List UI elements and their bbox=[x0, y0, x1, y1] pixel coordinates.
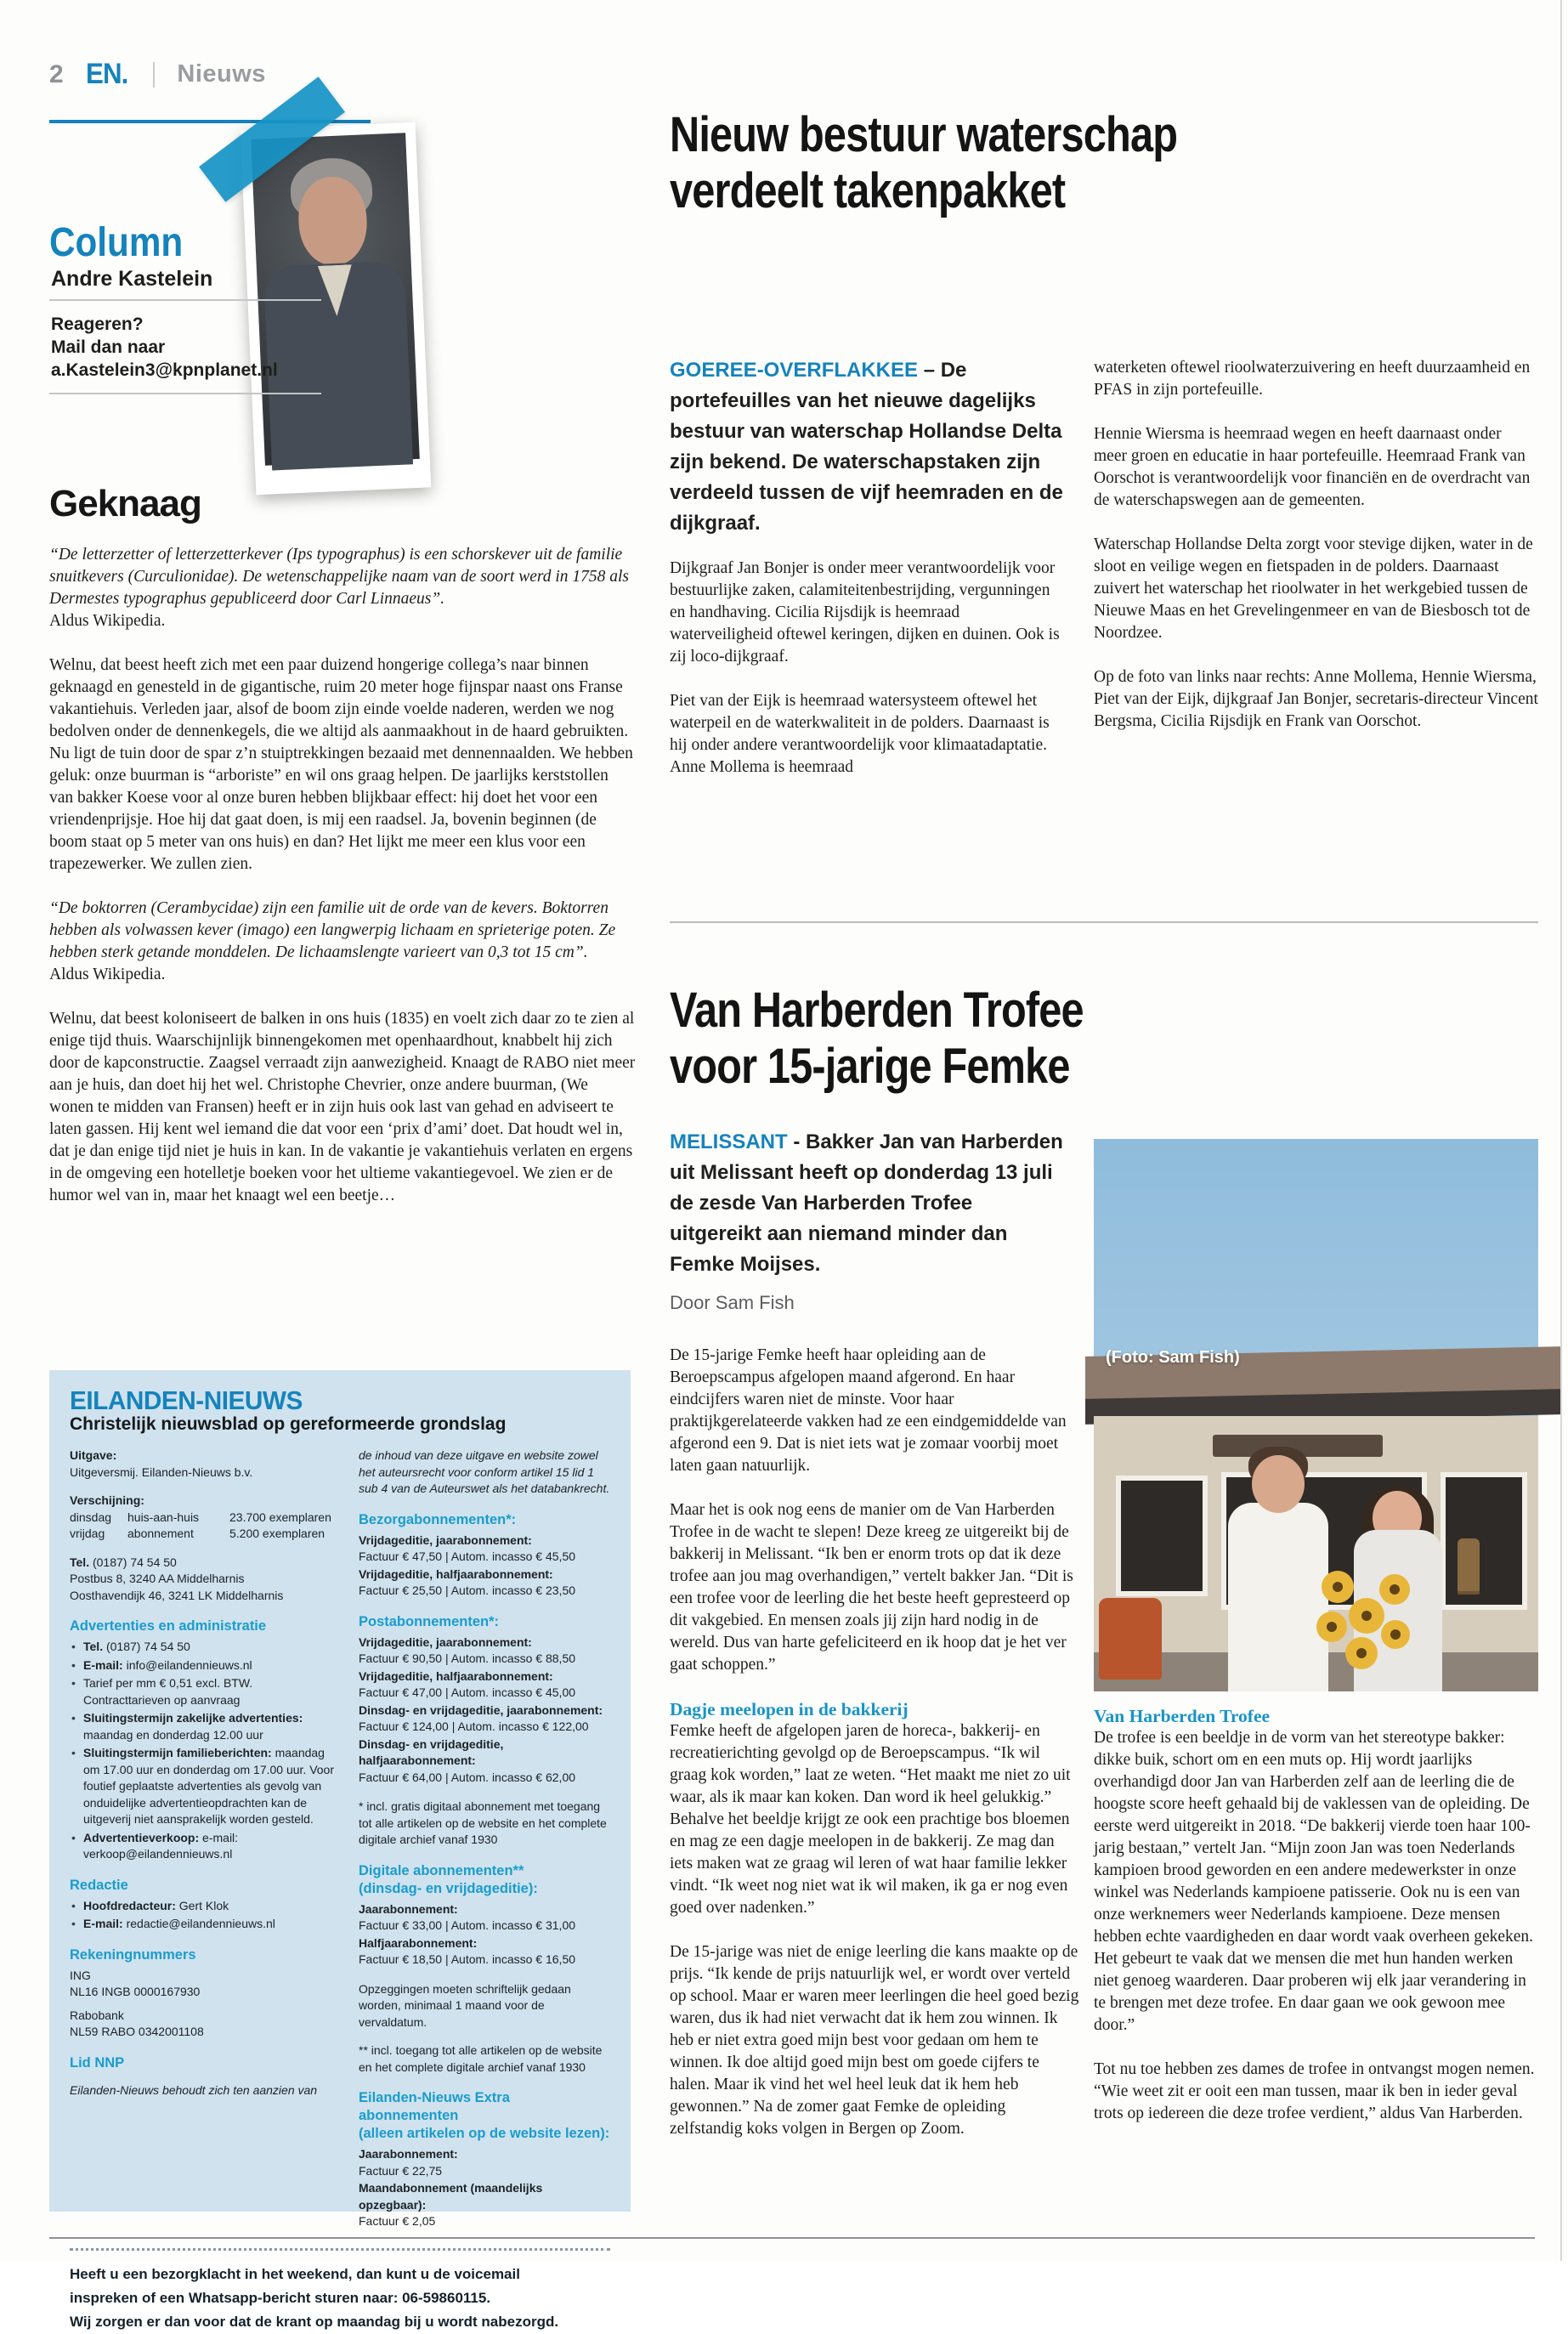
subscription-entry: Vrijdageditie, jaarabonnement: Factuur € 90,50 | Autom. incasso € 88,50 bbox=[359, 1634, 576, 1665]
list-item: • Hoofdredacteur: Gert Klok bbox=[70, 1898, 337, 1915]
bank-iban: NL16 INGB 0000167930 bbox=[70, 1985, 201, 1998]
sunflower bbox=[1349, 1598, 1384, 1634]
body-paragraph: waterketen oftewel rioolwaterzuivering en heeft duurzaamheid en PFAS in zijn portefeuille. bbox=[1094, 359, 1531, 399]
colofon-left-column bbox=[70, 1447, 337, 2231]
redactie-list bbox=[70, 1898, 337, 1933]
quote-source: Aldus Wikipedia. bbox=[49, 612, 166, 630]
baker-figure bbox=[1228, 1503, 1328, 1691]
subscription-entry: Maandabonnement (maandelijks opzegbaar): Factuur € 2,05 bbox=[359, 2181, 543, 2228]
body-paragraph: Dijkgraaf Jan Bonjer is onder meer verantwoordelijk voor bestuurlijke zaken, calamiteitenbestrijding, vergunningen en handhaving. Cicilia Rijsdijk is heemraad waterveiligheid oftewel keringen, dijken en duinen. Ook is zij loco-dijkgraaf. bbox=[670, 559, 1060, 666]
subscription-entry: Jaarabonnement: Factuur € 22,75 bbox=[359, 2147, 458, 2178]
telephone-line: Tel. (0187) 74 54 50 bbox=[70, 1555, 177, 1569]
bank-name: ING bbox=[70, 1968, 91, 1982]
address-line: Oosthavendijk 46, 3241 LK Middelharnis bbox=[70, 1588, 284, 1602]
femke-lead: MELISSANT - Bakker Jan van Harberden uit Melissant heeft op donderdag 13 juli de zesde Van Harberden Trofee uitgereikt aan niemand minder dan Femke Moijses. bbox=[670, 1130, 1063, 1276]
list-item: • E-mail: info@eilandennieuws.nl bbox=[70, 1657, 337, 1674]
bezorgklacht-notice: Heeft u een bezorgklacht in het weekend, dan kunt u de voicemail inspreken of een Whatsapp-bericht sturen naar: 06-59860115. Wij zorgen er dan voor dat de krant op maandag bij u wordt nabezorgd. bbox=[70, 2265, 559, 2330]
page-bottom-rule bbox=[49, 2237, 1535, 2239]
quote-source: Aldus Wikipedia. bbox=[49, 966, 166, 983]
digitaal-heading: Digitale abonnementen** bbox=[359, 1862, 524, 1878]
column-label: Column bbox=[49, 220, 184, 265]
quote-paragraph: “De letterzetter of letterzetterkever (Ips typographus) is een schorskever uit de familie snuitkevers (Curculionidae). De wetenschappelijke naam van de soort werd in 1758 als Dermestes typographus gepubliceerd door Carl Linnaeus”. bbox=[49, 546, 630, 608]
dateline: GOEREE-OVERFLAKKEE bbox=[670, 359, 919, 382]
colofon-subtitle: Christelijk nieuwsblad op gereformeerde grondslag bbox=[70, 1413, 507, 1434]
sunflower bbox=[1379, 1574, 1410, 1605]
dotted-divider bbox=[70, 2248, 610, 2251]
bezorg-heading: Bezorgabonnementen*: bbox=[359, 1511, 517, 1527]
list-item: • Tarief per mm € 0,51 excl. BTW. Contracttarieven op aanvraag bbox=[70, 1675, 337, 1708]
advertenties-list bbox=[70, 1639, 337, 1863]
columnist-photo bbox=[241, 122, 432, 496]
page-header bbox=[49, 58, 266, 91]
opzeggingen-note: Opzeggingen moeten schriftelijk gedaan worden, minimaal 1 maand voor de vervaldatum. bbox=[359, 1981, 571, 2029]
digitaal-heading-2: (dinsdag- en vrijdageditie): bbox=[359, 1880, 538, 1896]
body-paragraph: Femke heeft de afgelopen jaren de horeca-, bakkerij- en recreatierichting gevolgd op de Beroepscampus. “Ik wil graag kok worden,” laat ze weten. “Het maakt me niet zo uit waar, als ik maar kan koken. Dan word ik heel gelukkig.” Behalve het beeldje krijgt ze ook een prachtige bos bloemen en mag ze een dagje meelopen in de bakkerij. Ze mag dan iets maken wat ze graag wil leren of wat haar familie lekker vindt. “Ik weet nog niet wat ik wil maken, ik ga er nog even goed over nadenken.” bbox=[670, 1722, 1071, 1917]
trophy bbox=[1458, 1538, 1480, 1591]
columnist-contact bbox=[51, 313, 278, 382]
list-item: • Advertentieverkoop: e-mail: verkoop@eilandennieuws.nl bbox=[70, 1830, 337, 1863]
body-paragraph: Hennie Wiersma is heemraad wegen en heeft daarnaast onder meer groen en educatie in haar portefeuille. Heemraad Frank van Oorschot is verantwoordelijk voor financiën en de overdracht van de waterschapswegen aan de gemeenten. bbox=[1094, 425, 1531, 509]
contact-email: a.Kastelein3@kpnplanet.nl bbox=[51, 360, 278, 380]
column-article-title: Geknaag bbox=[49, 483, 201, 524]
contact-line: Mail dan naar bbox=[51, 337, 166, 357]
extra-heading: Eilanden-Nieuws Extra abonnementen bbox=[359, 2090, 510, 2123]
redactie-heading: Redactie bbox=[70, 1877, 128, 1893]
list-item: • Sluitingstermijn familieberichten: maandag om 17.00 uur en donderdag om 17.00 uur. Voor foutief geplaatste advertenties als gevolg van onduidelijke advertentieopdrachten kan de uitgeverij niet aansprakelijk worden gesteld. bbox=[70, 1745, 337, 1828]
subheading: Van Harberden Trofee bbox=[1094, 1706, 1271, 1726]
advertenties-heading: Advertenties en administratie bbox=[70, 1618, 267, 1634]
subscription-entry: Halfjaarabonnement: Factuur € 18,50 | Autom. incasso € 16,50 bbox=[359, 1935, 576, 1966]
waterschap-column-2 bbox=[1094, 357, 1538, 755]
uitgave-heading: Uitgave: bbox=[70, 1448, 117, 1462]
lid-nnp-heading: Lid NNP bbox=[70, 2054, 125, 2071]
footnote: * incl. gratis digitaal abonnement met toegang tot alle artikelen op de website en het complete digitale archief vanaf 1930 bbox=[359, 1799, 607, 1846]
body-paragraph: Welnu, dat beest koloniseert de balken in ons huis (1835) en voelt zich daar zo te zien al enige tijd thuis. Waarschijnlijk binnengekomen met openhaardhout, knabbelt hij zich door de kapconstructie. Zaagsel verraadt zijn aanwezigheid. Knaagt de RABO niet meer aan je huis, dan doet hij het wel. Christophe Chevrier, onze andere buurman, (We wonen te midden van Fransen) heeft er in zijn huis ook last van gehad en adviseert te laten gassen. Hij kent wel iemand die dat voor een ‘prix d’ami’ doet. Dat houdt wel in, dat je dan enige tijd niet je huis in kan. In de vakantie je vakantiehuis verlaten en ergens in de omgeving een hotelletje boeken voor het ultieme vakantiegevoel. We zien er de humor wel van in, maar het knaagt wel een beetje… bbox=[49, 1010, 636, 1204]
rekeningnummers-heading: Rekeningnummers bbox=[70, 1946, 196, 1963]
body-paragraph: Piet van der Eijk is heemraad watersysteem oftewel het waterpeil en de waterkwaliteit in de polders. Daarnaast is hij onder andere verantwoordelijk voor klimaatadaptatie. Anne Mollema is heemraad bbox=[670, 692, 1050, 776]
schedule-row: vrijdag abonnement 5.200 exemplaren bbox=[70, 1527, 325, 1540]
address-line: Postbus 8, 3240 AA Middelharnis bbox=[70, 1572, 245, 1585]
subscription-entry: Dinsdag- en vrijdageditie, jaarabonnement: Factuur € 124,00 | Autom. incasso € 122,00 bbox=[359, 1702, 603, 1733]
body-paragraph: Op de foto van links naar rechts: Anne Mollema, Hennie Wiersma, Piet van der Eijk, dijkgraaf Jan Bonjer, secretaris-directeur Vincent Bergsma, Cicilia Rijsdijk en Frank van Oorschot. bbox=[1094, 668, 1538, 730]
post-heading: Postabonnementen*: bbox=[359, 1613, 500, 1629]
body-paragraph: De 15-jarige was niet de enige leerling die kans maakte op de prijs. “Ik kende de prijs natuurlijk wel, er wordt over verteld op school. Maar er waren meer leerlingen die heel goed bezig waren, dus ik had niet verwacht dat ik hem zou winnen. Ik heb er niet extra goed mijn best voor gedaan om hem te winnen. Ik doe altijd goed mijn best om goede cijfers te halen. Maar ik vind het wel heel leuk dat ik hem heb gewonnen.” Na de zomer gaat Femke de opleiding zelfstandig koks volgen in Bergen op Zoom. bbox=[670, 1943, 1079, 2138]
page-number: 2 bbox=[49, 59, 64, 88]
header-divider bbox=[153, 62, 155, 88]
dateline: MELISSANT bbox=[670, 1130, 788, 1153]
body-paragraph: Tot nu toe hebben zes dames de trofee in ontvangst mogen nemen. “Wie weet zit er ooit een man tussen, maar ik ben in ieder geval trots op iedereen die deze trofee verdient,” aldus Van Harberden. bbox=[1094, 2060, 1535, 2122]
uitgave-value: Uitgeversmij. Eilanden-Nieuws b.v. bbox=[70, 1464, 253, 1479]
verschijning-heading: Verschijning: bbox=[70, 1493, 144, 1507]
photo-credit: (Foto: Sam Fish) bbox=[1106, 1348, 1240, 1367]
quote-paragraph: “De boktorren (Cerambycidae) zijn een familie uit de orde van de kevers. Boktorren hebben als volwassen kever (imago) een langwerpig lichaam en sprieterige poten. Ze hebben sterk getande monddelen. De lichaamslengte varieert van 0,3 tot 15 cm”. bbox=[49, 899, 616, 961]
sunflower bbox=[1322, 1571, 1354, 1603]
waterschap-headline: Nieuw bestuur waterschap verdeelt takenpakket bbox=[670, 107, 1178, 218]
body-paragraph: De trofee is een beeldje in de vorm van het stereotype bakker: dikke buik, schort om en een muts op. Hij wordt jaarlijks overhandigd door Jan van Harberden zelf aan de leerling die de hoogste score heeft gehaald bij de vaklessen van de opleiding. De eerste werd uitgereikt in 2018. “De bakkerij vierde toen haar 100-jarig bestaan,” vertelt Jan. “Mijn zoon Jan was toen Nederlands kampioen brood geworden en een andere medewerkster in onze winkel was Nederlands kampioene patisserie. Ook nu is een van onze werknemers weer Nederlands kampioene. Deze mensen hebben echte vaardigheden en daar wordt vaak overheen gekeken. Het gebeurt te vaak dat we mensen die met hun handen werken niet genoeg waarderen. Daar proberen wij elk jaar verandering in te brengen met deze trofee. En daar gaan we ook gewoon mee door.” bbox=[1094, 1729, 1534, 2034]
body-paragraph: Waterschap Hollandse Delta zorgt voor stevige dijken, water in de sloot en veilige wegen en fietspaden in de polders. Daarnaast zuivert het waterschap het rioolwater in het werkgebied tussen de Nieuwe Maas en het Grevelingenmeer en van de Biesbosch tot de Noordzee. bbox=[1094, 535, 1533, 642]
page-edge-line bbox=[1560, 0, 1562, 2261]
sunflower bbox=[1316, 1612, 1347, 1642]
column-article-body bbox=[49, 544, 636, 1229]
byline: Door Sam Fish bbox=[670, 1292, 795, 1313]
bank-iban: NL59 RABO 0342001108 bbox=[70, 2025, 204, 2038]
columnist-name: Andre Kastelein bbox=[51, 267, 213, 291]
body-paragraph: Welnu, dat beest heeft zich met een paar duizend hongerige collega’s naar binnen geknaagd en genesteld in de gigantische, ruim 20 meter hoge fijnspar naast ons Franse vakantiehuis. Verleden jaar, alsof de boom zijn einde voelde naderen, werden we nog bedolven onder de dennenkegels, die we altijd als aanmaakhout in de haard gebruikten. Nu ligt de tuin door de spar z’n stuiptrekkingen bezaaid met dennennaalden. We hebben geluk: onze buurman is “arboriste” en wil ons graag helpen. De jaarlijks kerststollen van bakker Koese voor al onze buren hebben blijkbaar effect: hij doet het voor een vriendenprijsje. Hoe hij dat gaat doen, is mij een raadsel. Ja, bovenin beginnen (de boom staat op 5 meter van ons huis) en dan? Het lijkt me meer een klus voor een trapezewerker. We zullen zien. bbox=[49, 656, 633, 873]
list-item: • Sluitingstermijn zakelijke advertenties: maandag en donderdag 12.00 uur bbox=[70, 1710, 337, 1743]
sunflower bbox=[1381, 1620, 1410, 1649]
waterschap-column-1 bbox=[670, 558, 1062, 801]
bank-name: Rabobank bbox=[70, 2008, 124, 2022]
subscription-entry: Vrijdageditie, jaarabonnement: Factuur € 47,50 | Autom. incasso € 45,50 bbox=[359, 1532, 576, 1563]
sunflower bbox=[1345, 1637, 1378, 1669]
extra-heading-2: (alleen artikelen op de website lezen): bbox=[359, 2126, 610, 2141]
subscription-entry: Vrijdageditie, halfjaarabonnement: Factuur € 47,00 | Autom. incasso € 45,00 bbox=[359, 1668, 576, 1699]
bakery-photo bbox=[1094, 1139, 1538, 1691]
rule bbox=[49, 299, 321, 301]
subscription-entry: Vrijdageditie, halfjaarabonnement: Factuur € 25,50 | Autom. incasso € 23,50 bbox=[359, 1566, 576, 1597]
footnote: ** incl. toegang tot alle artikelen op de website en het complete digitale archief vanaf 1930 bbox=[359, 2043, 603, 2074]
waterschap-lead: GOEREE-OVERFLAKKEE – De portefeuilles van het nieuwe dagelijks bestuur van waterschap Hollandse Delta zijn bekend. De waterschapstaken zijn verdeeld tussen de vijf heemraden en de dijkgraaf. bbox=[670, 359, 1063, 535]
section-title: Nieuws bbox=[177, 60, 266, 88]
femke-column-2 bbox=[1094, 1705, 1538, 2147]
list-item: • Tel. (0187) 74 54 50 bbox=[70, 1639, 337, 1656]
colofon-right-column bbox=[359, 1447, 610, 2231]
colofon-logo: EILANDEN-NIEUWS bbox=[70, 1385, 303, 1415]
newspaper-logo: EN. bbox=[85, 58, 128, 90]
chair bbox=[1099, 1598, 1162, 1680]
disclaimer-start: Eilanden-Nieuws behoudt zich ten aanzien van bbox=[70, 2082, 318, 2097]
article-divider bbox=[670, 921, 1538, 923]
schedule-row: dinsdag huis-aan-huis 23.700 exemplaren bbox=[70, 1510, 331, 1524]
subscription-entry: Dinsdag- en vrijdageditie, halfjaarabonnement: Factuur € 64,00 | Autom. incasso € 62,00 bbox=[359, 1736, 576, 1784]
femke-headline: Van Harberden Trofee voor 15-jarige Femke bbox=[670, 983, 1084, 1094]
body-paragraph: Maar het is ook nog eens de manier om de Van Harberden Trofee in de wacht te slepen! Deze kreeg ze uitgereikt bij de bakkerij in Melissant. “Ik ben er enorm trots op dat ik deze trofee aan jou mag overhandigen,” vertelt bakker Jan. “Dit is een trofee voor de leerling die het beste heeft gepresteerd op dit vakgebied. En mensen zoals jij zijn hard nodig in de wereld. Dus van harte gefeliciteerd en ik hoop dat je het ver gaat schoppen.” bbox=[670, 1501, 1073, 1674]
colofon-box bbox=[49, 1370, 631, 2330]
contact-line: Reageren? bbox=[51, 314, 144, 334]
femke-column-1 bbox=[670, 1345, 1079, 2162]
list-item: • E-mail: redactie@eilandennieuws.nl bbox=[70, 1916, 337, 1933]
rule bbox=[49, 393, 321, 394]
subscription-entry: Jaarabonnement: Factuur € 33,00 | Autom. incasso € 31,00 bbox=[359, 1901, 576, 1932]
subheading: Dagje meelopen in de bakkerij bbox=[670, 1699, 909, 1719]
body-paragraph: De 15-jarige Femke heeft haar opleiding aan de Beroepscampus afgelopen maand afgerond. En haar eindcijfers waren niet de minste. Voor haar praktijkgerelateerde vakken had ze een eindgemiddelde van afgerond een 9. Dat is niet iets wat je zomaar voorbij moet laten gaan natuurlijk. bbox=[670, 1346, 1067, 1475]
disclaimer-continuation: de inhoud van deze uitgave en website zowel het auteursrecht voor conform artikel 15 lid 1 sub 4 van de Auteurswet als het databankrecht. bbox=[359, 1448, 610, 1495]
